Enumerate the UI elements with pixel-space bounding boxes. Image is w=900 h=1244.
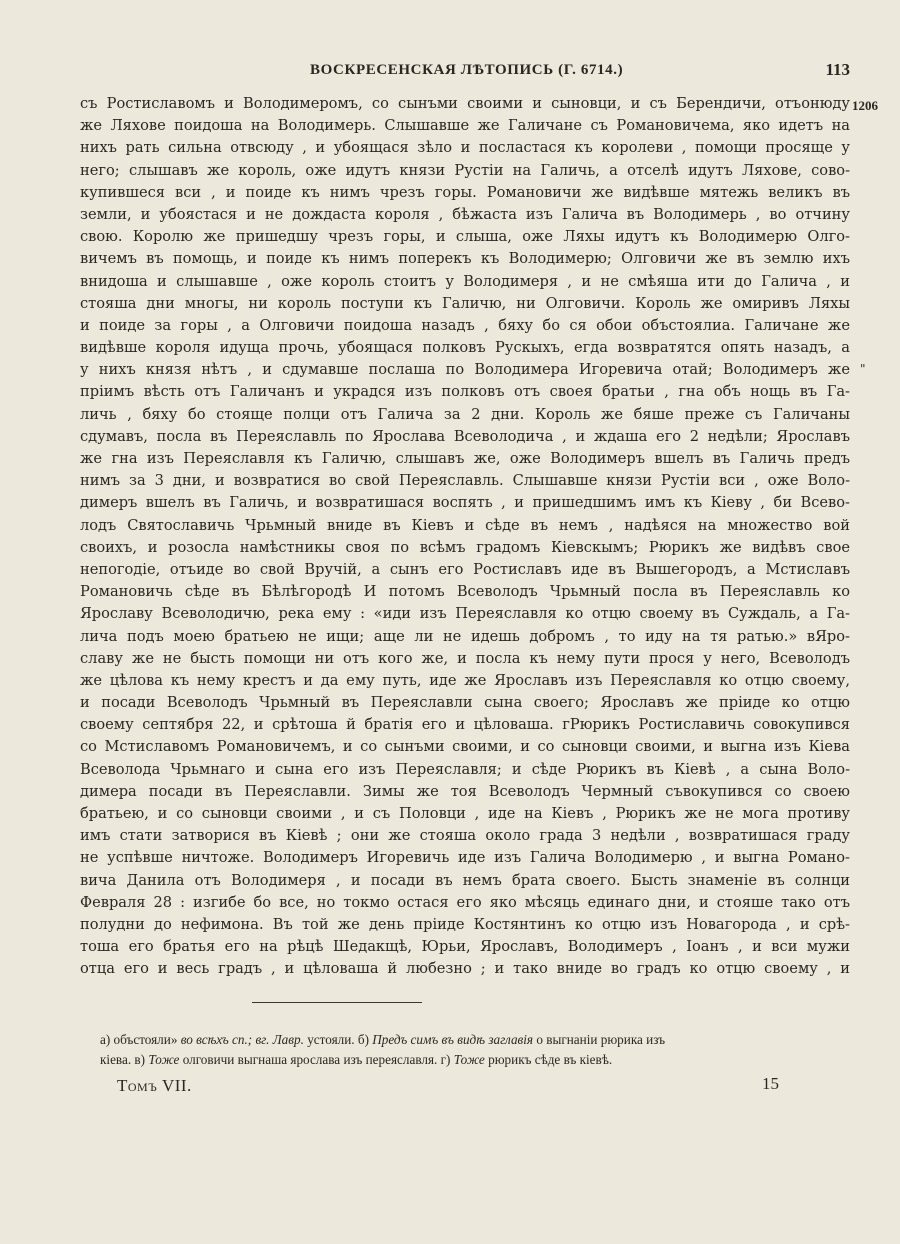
text-line: Февраля 28 : изгибе бо все, но токмо остася его яко мѣсяць единаго дни, и стояше тако отъ <box>80 893 850 911</box>
text-line: своихъ, и розосла намѣстникы своя по всѣмъ градомъ Кіевскымъ; Рюрикъ же видѣвъ свое <box>80 538 850 556</box>
text-line: лодъ Святославичь Чрьмный вниде въ Кіевъ и сѣде въ немъ , надѣяся на множество вой <box>80 516 850 534</box>
text-line: тоша его братья его на рѣцѣ Шедакщѣ, Юрьи, Ярославъ, Володимеръ , Іоанъ , и вси мужи <box>80 938 850 956</box>
volume-label: Томъ VII. <box>117 1076 192 1095</box>
text-line: внидоша и слышавше , оже король стоитъ у Володимеря , и не смѣяша ити до Галича , и <box>80 272 850 290</box>
text-line: купившеся вси , и поиде къ нимъ чрезъ горы. Романовичи же видѣвше мятежь великъ въ <box>80 183 850 201</box>
text-line: же гна изъ Переяславля къ Галичю, слышавъ же, оже Володимеръ вшелъ въ Галичь предъ <box>80 450 850 467</box>
text-line: нимъ за 3 дни, и возвратися во свой Переяславль. Слышавше князи Рустіи вси , оже Воло- <box>80 472 850 490</box>
text-line: со Мстиславомъ Романовичемъ, и со сынъми своими, и со сыновци своими, и выгна изъ Кіева <box>80 738 850 756</box>
text-line: и поиде за горы , а Олговичи поидоша назадъ , бяху бо ся обои объстоялиа. Галичане же <box>80 316 850 334</box>
text-line: личь , бяху бо стояще полци отъ Галича за 2 дни. Король же бяше преже съ Галичаны <box>80 405 850 423</box>
text-line: славу же не бысть помощи ни отъ кого же, и посла къ нему пути прося у него, Всеволодъ <box>80 649 850 667</box>
text-line: димеръ вшелъ въ Галичь, и возвратишася воспять , и пришедшимъ имъ къ Кіеву , би Всево- <box>80 494 850 512</box>
footnote-italic-segment: Тоже <box>148 1052 180 1067</box>
footnote-italic-segment: Тоже <box>453 1052 485 1067</box>
page-footer <box>117 1076 797 1100</box>
text-line: же Ляхове поидоша на Володимерь. Слышавше же Галичане съ Романовичема, яко идетъ на <box>80 117 850 135</box>
footnote-segment: а) объстояли» <box>100 1032 181 1047</box>
text-line: съ Ростиславомъ и Володимеромъ, со сынъми своими и сыновци, и съ Берендичи, отъонюду <box>80 95 850 112</box>
text-line: свою. Королю же пришедшу чрезъ горы, и слыша, оже Ляхы идутъ къ Володимерю Олго- <box>80 228 850 246</box>
text-line: стояша дни многы, ни король поступи къ Галичю, ни Олговичи. Король же омиривъ Ляхы <box>80 294 850 312</box>
text-line: лича подъ моею братьею не ищи; аще ли не идешь добромъ , то иду на тя ратью.» вЯро- <box>80 627 850 645</box>
text-line: видѣвше короля идуща прочь, убоящася полковъ Рускыхъ, егда возвратятся опять назадъ, а <box>80 339 850 357</box>
footnote-segment: рюрикъ сѣде въ кіевѣ. <box>484 1052 613 1067</box>
text-line: вичемъ въ помощь, и поиде къ нимъ поперекъ къ Володимерю; Олговичи же въ землю ихъ <box>80 250 850 268</box>
text-line: димера посади въ Переяславли. Зимы же тоя Всеволодъ Чермный съвокупився со своею <box>80 782 850 800</box>
footnotes <box>100 1030 860 1070</box>
text-line: пріимъ вѣсть отъ Галичанъ и украдся изъ полковъ отъ своея братьи , гна объ нощь въ Га- <box>80 383 850 401</box>
footnote-segment: олговичи выгнаша ярослава изъ переяславля. г) <box>179 1052 454 1067</box>
page-number: 113 <box>825 60 850 79</box>
footnote-line <box>100 1030 860 1050</box>
text-line: сдумавъ, посла въ Переяславль по Ярослава Всеволодича , и ждаша его 2 недѣли; Ярославъ <box>80 427 850 445</box>
signature-mark: 15 <box>762 1074 779 1093</box>
footnote-rule <box>252 1002 422 1003</box>
text-line: Ярославу Всеволодичю, река ему : «иди изъ Переяславля ко отцю своему въ Суждаль, а Га- <box>80 605 850 623</box>
chronicle-text <box>80 93 850 981</box>
text-line: и посади Всеволодъ Чрьмный въ Переяславли сына своего; Ярославъ же пріиде ко отцю <box>80 694 850 712</box>
text-line: земли, и убоястася и не дождаста короля , бѣжаста изъ Галича въ Володимерь , во отчину <box>80 205 850 223</box>
text-line: непогодіе, отъиде во свой Вручій, а сынъ его Ростиславъ иде въ Вышегородъ, а Мстиславъ <box>80 560 850 578</box>
footnote-italic-segment: Предъ симъ въ видѣ заглавія <box>372 1032 534 1047</box>
text-line: у нихъ князя нѣтъ , и сдумавше послаша по Володимера Игоревича отай; Володимеръ же <box>80 361 850 379</box>
text-line: нихъ рать сильна отвсюду , и убоящася зѣло и посластася къ королеви , помощи просяще у <box>80 139 850 157</box>
text-line: Романовичь сѣде въ Бѣлѣгородѣ И потомъ Всеволодъ Чрьмный посла въ Переяславль ко <box>80 583 850 601</box>
text-line: братьею, и со сыновци своими , и съ Половци , иде на Кіевъ , Рюрикъ же не мога противу <box>80 805 850 822</box>
running-header <box>80 56 850 86</box>
text-line: него; слышавъ же король, оже идутъ князи Рустіи на Галичь, а отселѣ идутъ Ляхове, сово- <box>80 161 850 179</box>
margin-mark: " <box>860 362 866 376</box>
text-line: отца его и весь градъ , и цѣловаша й любезно ; и тако вниде во градъ ко отцю своему , и <box>80 960 850 978</box>
margin-year: 1206 <box>852 98 878 113</box>
text-line: полудни до нефимона. Въ той же день пріиде Костянтинъ ко отцю изъ Новагорода , и срѣ- <box>80 915 850 933</box>
footnote-line <box>100 1050 860 1070</box>
footnote-segment: о выгнаніи рюрика изъ <box>533 1032 666 1047</box>
text-line: имъ стати затворися въ Кіевѣ ; они же стояша около града 3 недѣли , возвратишася граду <box>80 827 850 845</box>
text-line: вича Данила отъ Володимеря , и посади въ немъ брата своего. Бысть знаменіе въ солнци <box>80 871 850 889</box>
footnote-segment: устояли. б) <box>303 1032 373 1047</box>
text-line: же цѣлова къ нему крестъ и да ему путь, иде же Ярославъ изъ Переяславля ко отцю своему, <box>80 671 850 689</box>
footnote-italic-segment: во всѣхъ сп.; вг. Лавр. <box>180 1032 304 1047</box>
running-title: ВОСКРЕСЕНСКАЯ ЛѢТОПИСЬ (Г. 6714.) <box>310 62 624 78</box>
text-line: не успѣвше ничтоже. Володимеръ Игоревичь иде изъ Галича Володимерю , и выгна Романо- <box>80 849 850 867</box>
text-line: своему септября 22, и срѣтоша й братія его и цѣловаша. гРюрикъ Ростиславичь совокупився <box>80 716 850 734</box>
text-line: Всеволода Чрьмнаго и сына его изъ Переяславля; и сѣде Рюрикъ въ Кіевѣ , а сына Воло- <box>80 760 850 778</box>
footnote-segment: кіева. в) <box>100 1052 149 1067</box>
